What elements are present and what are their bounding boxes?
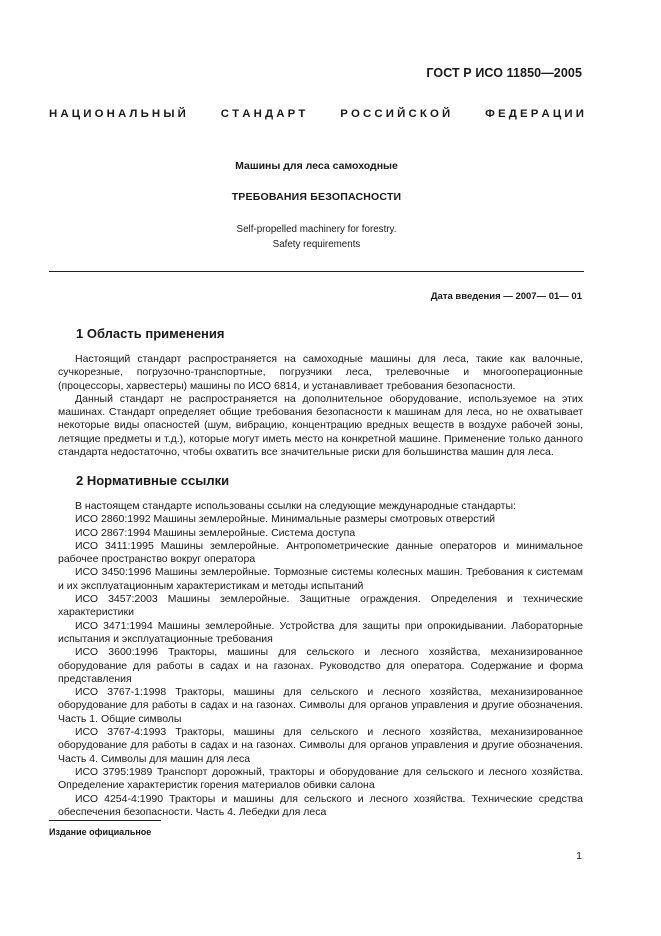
banner-word: Н А Ц И О Н А Л Ь Н Ы Й: [49, 108, 186, 120]
english-title-line: Safety requirements: [272, 239, 361, 250]
reference-item: ИСО 3411:1995 Машины землеройные. Антропометрические данные операторов и минимальное рабочее пространство вокруг оператора: [58, 539, 583, 566]
section-references-body: [58, 500, 583, 819]
reference-item: ИСО 3767-4:1993 Тракторы, машины для сельского и лесного хозяйства, механизированное оборудование для работы в садах и на газонах. Символы для органов управления и другие обозначения. Часть 4. Символы для машин для леса: [58, 726, 583, 765]
title-divider: [49, 271, 584, 272]
document-subtitle: ТРЕБОВАНИЯ БЕЗОПАСНОСТИ: [231, 191, 402, 203]
section-scope-body: [58, 353, 583, 459]
reference-item: ИСО 3450:1996 Машины землеройные. Тормозные системы колесных машин. Требования к системам и их эксплуатационным характеристикам и методы испытаний: [58, 566, 583, 592]
english-title-line: Self-propelled machinery for forestry.: [236, 224, 397, 235]
paragraph: В настоящем стандарте использованы ссылки на следующие международные стандарты:: [75, 500, 516, 512]
standard-code: ГОСТ Р ИСО 11850—2005: [426, 66, 582, 80]
reference-item: ИСО 3600:1996 Тракторы, машины для сельского и лесного хозяйства, механизированное оборудование для работы в садах и на газонах. Руководство для оператора. Содержание и форма представления: [58, 646, 583, 685]
english-title: [49, 222, 584, 252]
reference-item: ИСО 2867:1994 Машины землеройные. Система доступа: [75, 526, 356, 539]
reference-item: ИСО 4254-4:1990 Тракторы и машины для сельского и лесного хозяйства. Технические средства обеспечения безопасности. Часть 4. Лебедки для леса: [58, 792, 583, 818]
footer-divider: [49, 820, 161, 821]
reference-item: ИСО 3471:1994 Машины землеройные. Устройства для защиты при опрокидывании. Лабораторные испытания и эксплуатационные требования: [58, 619, 583, 645]
document-title: Машины для леса самоходные: [235, 160, 398, 172]
reference-item: ИСО 3767-1:1998 Тракторы, машины для сельского и лесного хозяйства, механизированное оборудование для работы в садах и на газонах. Символы для органов управления и другие обозначения. Часть 1. Общие символы: [58, 686, 583, 725]
paragraph: Настоящий стандарт распространяется на самоходные машины для леса, такие как валочные, сучкорезные, погрузочно-транспортные, погрузчики леса, трелевочные и многооперационные (процессоры, харвестеры) машины по ИСО 6814, и устанавливает требования безопасности.: [58, 353, 583, 392]
page-number: 1: [576, 850, 582, 862]
national-standard-banner: [49, 108, 584, 120]
banner-word: Р О С С И Й С К О Й: [340, 108, 451, 120]
official-edition-note: Издание официальное: [49, 827, 152, 837]
reference-item: ИСО 3795:1989 Транспорт дорожный, тракторы и оборудование для сельского и лесного хозяйства. Определение характеристик горения материалов обивки салона: [58, 765, 583, 792]
banner-word: С Т А Н Д А Р Т: [220, 108, 306, 120]
reference-item: ИСО 3457:2003 Машины землеройные. Защитные ограждения. Определения и технические характеристики: [58, 593, 583, 619]
introduction-date: Дата введения — 2007— 01— 01: [430, 291, 582, 302]
reference-item: ИСО 2860:1992 Машины землеройные. Минимальные размеры смотровых отверстий: [75, 513, 496, 526]
section-heading-scope: 1 Область применения: [76, 326, 225, 341]
banner-word: Ф Е Д Е Р А Ц И И: [485, 108, 584, 120]
paragraph: Данный стандарт не распространяется на дополнительное оборудование, используемое на этих машинах. Стандарт определяет общие требования безопасности к машинам для леса, но не охватывает некоторые виды опасностей (шум, вибрацию, концентрацию вредных веществ в воздухе рабочей зоны, летящие предметы и т.д.), которые могут иметь место на конкретной машине. Применение только данного стандарта недостаточно, чтобы охватить все значительные риски для большинства машин для леса.: [58, 392, 583, 459]
section-heading-references: 2 Нормативные ссылки: [76, 473, 230, 488]
